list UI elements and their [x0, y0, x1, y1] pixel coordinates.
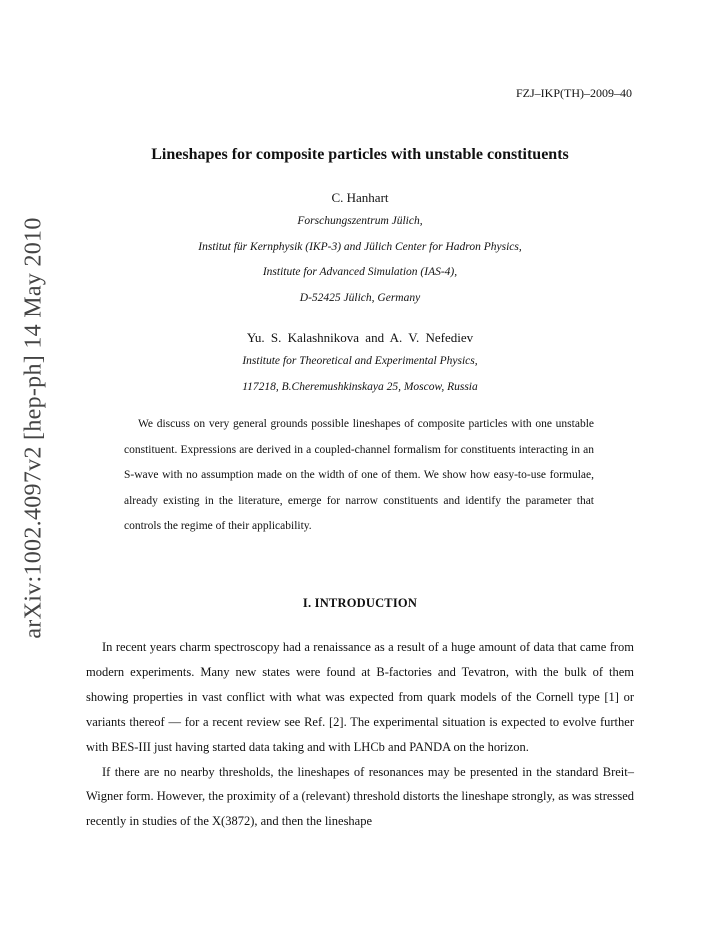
author-block-2 [0, 329, 720, 400]
affiliation-line: Institut für Kernphysik (IKP-3) and Jülich Center for Hadron Physics, [198, 240, 522, 253]
body-text [86, 635, 634, 834]
affiliation-line: 117218, B.Cheremushkinskaya 25, Moscow, Russia [242, 380, 478, 393]
abstract [124, 412, 594, 540]
paper-title: Lineshapes for composite particles with unstable constituents [151, 146, 569, 163]
report-number: FZJ–IKP(TH)–2009–40 [516, 86, 632, 100]
affiliation-line: Forschungszentrum Jülich, [297, 215, 423, 227]
affiliation-line: D-52425 Jülich, Germany [299, 291, 421, 304]
abstract-text: We discuss on very general grounds possible lineshapes of composite particles with one unstable constituent. Expressions are derived in a coupled-channel formalism for constituents interacting in an S-wave with no assumption made on the width of one of them. We show how easy-to-use formulae, already existing in the literature, emerge for narrow constituents and identify the parameter that controls the regime of their applicability. [124, 418, 594, 533]
paragraph: In recent years charm spectroscopy had a renaissance as a result of a huge amount of data that came from modern experiments. Many new states were found at B-factories and Tevatron, with the bulk of them showing properties in vast conflict with what was expected from quark models of the Cornell type [1] or variants thereof — for a recent review see Ref. [2]. The experimental situation is expected to evolve further with BES-III just having started data taking and with LHCb and PANDA on the horizon. [86, 640, 634, 754]
section-heading: I. INTRODUCTION [302, 596, 418, 610]
affiliation-line: Institute for Theoretical and Experimental Physics, [242, 355, 478, 367]
arxiv-identifier-stamp: arXiv:1002.4097v2 [hep-ph] 14 May 2010 [20, 217, 47, 639]
author-name: Yu. S. Kalashnikova and A. V. Nefediev [246, 330, 474, 345]
author-block-1 [0, 189, 720, 311]
author-name: C. Hanhart [331, 190, 389, 205]
affiliation-line: Institute for Advanced Simulation (IAS-4), [262, 266, 458, 278]
paragraph: If there are no nearby thresholds, the lineshapes of resonances may be presented in the standard Breit–Wigner form. However, the proximity of a (relevant) threshold distorts the lineshape strongly, as was stressed recently in studies of the X(3872), and then the lineshape [86, 764, 634, 829]
